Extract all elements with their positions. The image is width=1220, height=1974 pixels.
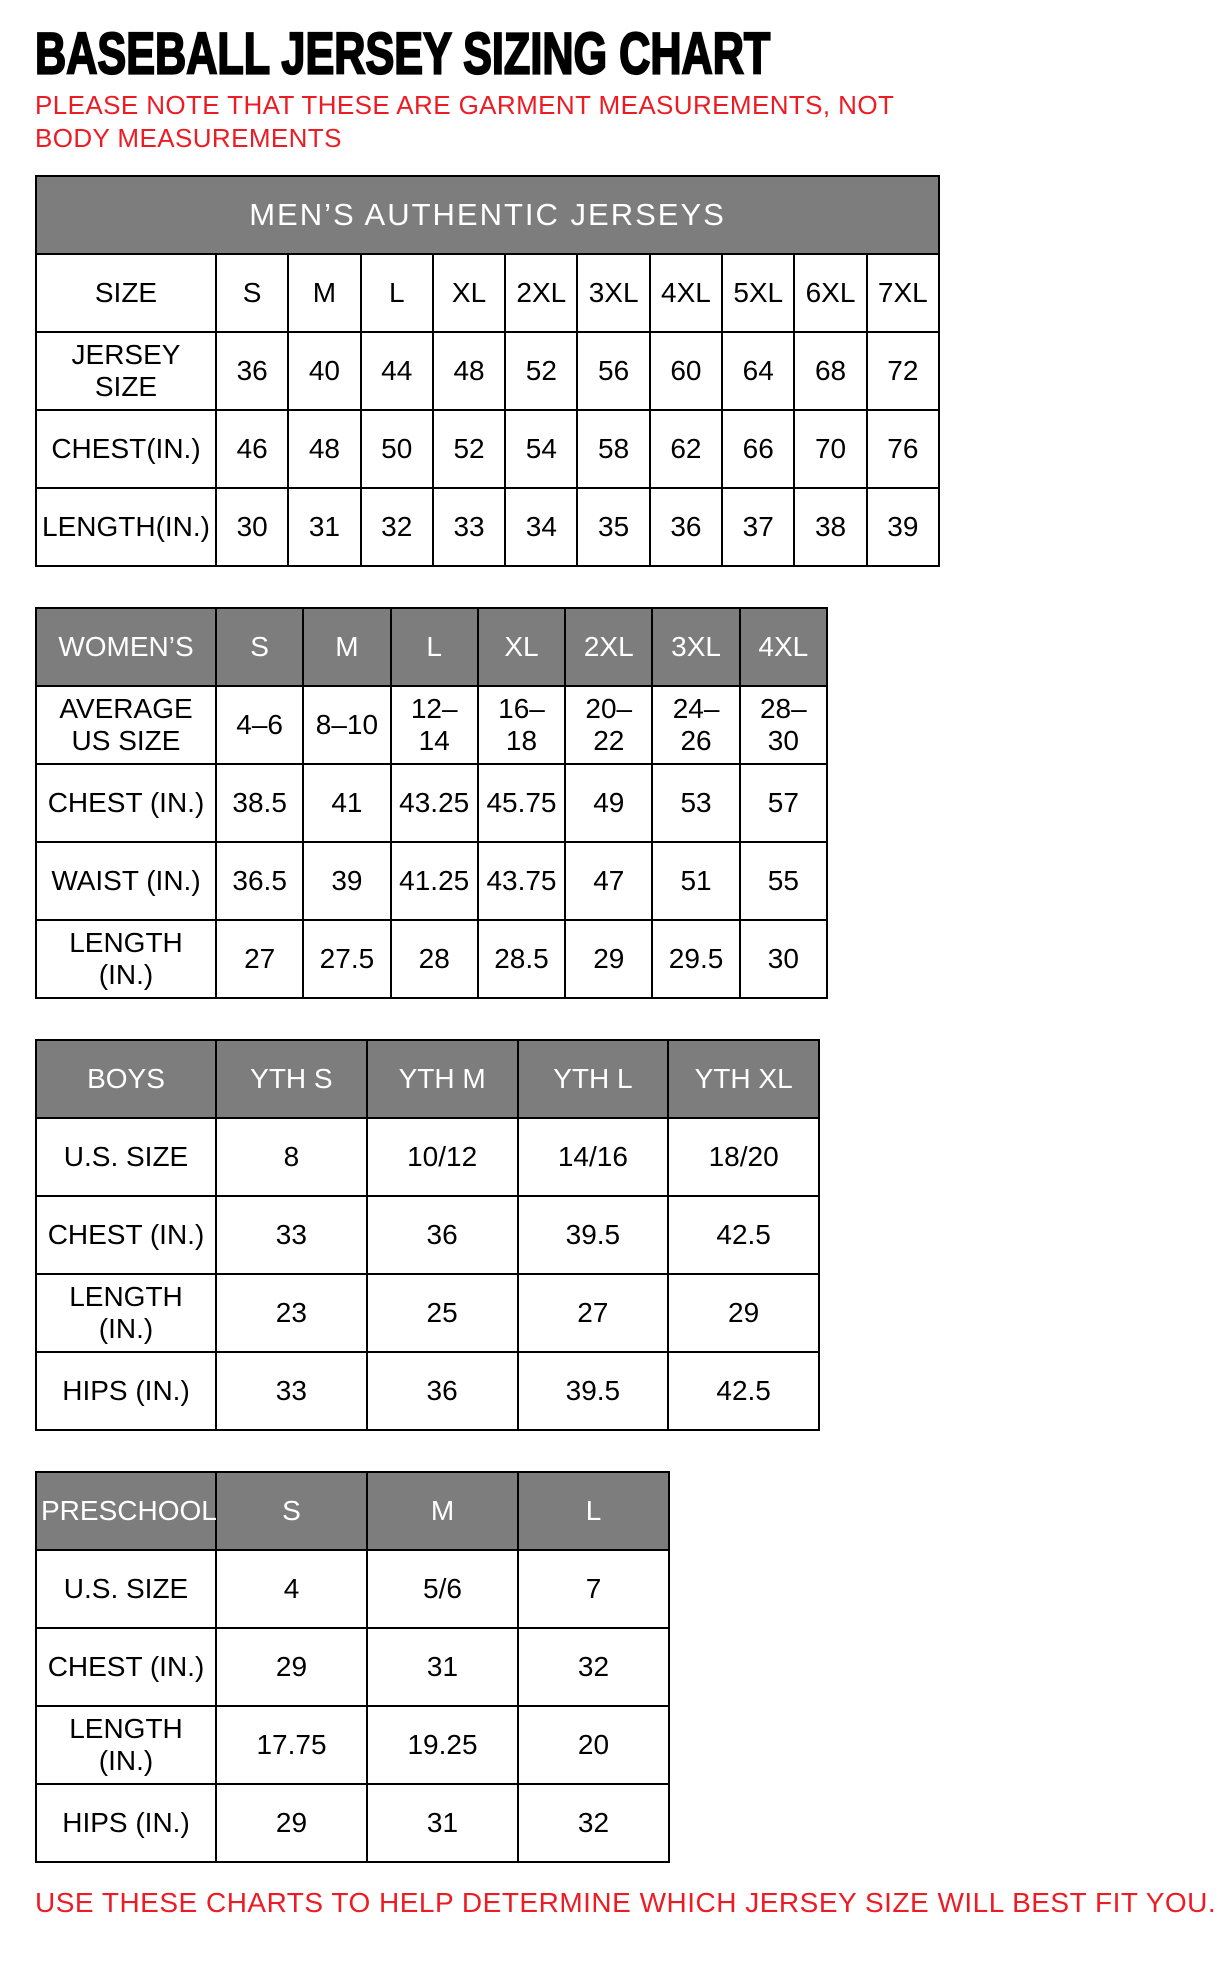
row-label: CHEST(IN.) bbox=[36, 410, 216, 488]
data-cell: 6XL bbox=[794, 254, 866, 332]
data-cell: 70 bbox=[794, 410, 866, 488]
mens-table-row bbox=[36, 332, 939, 410]
womens-header-cell: S bbox=[216, 608, 303, 686]
womens-header-label: WOMEN’S bbox=[36, 608, 216, 686]
data-cell: 64 bbox=[722, 332, 794, 410]
data-cell: 5XL bbox=[722, 254, 794, 332]
data-cell: 2XL bbox=[505, 254, 577, 332]
row-label: LENGTH(IN.) bbox=[36, 488, 216, 566]
data-cell: 39.5 bbox=[518, 1352, 669, 1430]
data-cell: 43.25 bbox=[391, 764, 478, 842]
data-cell: 8 bbox=[216, 1118, 367, 1196]
row-label: LENGTH (IN.) bbox=[36, 1274, 216, 1352]
data-cell: 43.75 bbox=[478, 842, 565, 920]
data-cell: 42.5 bbox=[668, 1352, 819, 1430]
footer-note: USE THESE CHARTS TO HELP DETERMINE WHICH JERSEY SIZE WILL BEST FIT YOU. bbox=[35, 1887, 1217, 1919]
data-cell: 33 bbox=[216, 1352, 367, 1430]
data-cell: 49 bbox=[565, 764, 652, 842]
womens-header-cell: 2XL bbox=[565, 608, 652, 686]
row-label: LENGTH (IN.) bbox=[36, 920, 216, 998]
data-cell: 38.5 bbox=[216, 764, 303, 842]
data-cell: 5/6 bbox=[367, 1550, 518, 1628]
row-label: WAIST (IN.) bbox=[36, 842, 216, 920]
data-cell: 30 bbox=[740, 920, 827, 998]
boys-header-cell: YTH L bbox=[518, 1040, 669, 1118]
data-cell: 12–14 bbox=[391, 686, 478, 764]
row-label: U.S. SIZE bbox=[36, 1118, 216, 1196]
boys-header-label: BOYS bbox=[36, 1040, 216, 1118]
data-cell: 28–30 bbox=[740, 686, 827, 764]
data-cell: 20–22 bbox=[565, 686, 652, 764]
data-cell: M bbox=[288, 254, 360, 332]
data-cell: 62 bbox=[650, 410, 722, 488]
data-cell: 36 bbox=[367, 1196, 518, 1274]
data-cell: 10/12 bbox=[367, 1118, 518, 1196]
data-cell: 14/16 bbox=[518, 1118, 669, 1196]
data-cell: 36 bbox=[650, 488, 722, 566]
data-cell: 36 bbox=[216, 332, 288, 410]
womens-header-cell: M bbox=[303, 608, 390, 686]
data-cell: 58 bbox=[577, 410, 649, 488]
data-cell: 36 bbox=[367, 1352, 518, 1430]
womens-table-row bbox=[36, 764, 827, 842]
data-cell: 27 bbox=[216, 920, 303, 998]
data-cell: 33 bbox=[433, 488, 505, 566]
data-cell: 57 bbox=[740, 764, 827, 842]
data-cell: S bbox=[216, 254, 288, 332]
page-title: BASEBALL JERSEY SIZING CHART bbox=[35, 21, 771, 87]
data-cell: 51 bbox=[652, 842, 739, 920]
mens-sizing-table bbox=[35, 175, 940, 567]
data-cell: 8–10 bbox=[303, 686, 390, 764]
data-cell: 39 bbox=[867, 488, 939, 566]
data-cell: 32 bbox=[518, 1628, 669, 1706]
womens-table-row bbox=[36, 842, 827, 920]
garment-measurements-note: PLEASE NOTE THAT THESE ARE GARMENT MEASUREMENTS, NOT BODY MEASUREMENTS bbox=[35, 89, 894, 153]
data-cell: 39.5 bbox=[518, 1196, 669, 1274]
data-cell: 76 bbox=[867, 410, 939, 488]
data-cell: 35 bbox=[577, 488, 649, 566]
row-label: AVERAGE US SIZE bbox=[36, 686, 216, 764]
data-cell: XL bbox=[433, 254, 505, 332]
data-cell: 37 bbox=[722, 488, 794, 566]
data-cell: 17.75 bbox=[216, 1706, 367, 1784]
data-cell: 31 bbox=[367, 1628, 518, 1706]
data-cell: 24–26 bbox=[652, 686, 739, 764]
mens-table-banner: MEN’S AUTHENTIC JERSEYS bbox=[36, 176, 939, 254]
boys-table-row bbox=[36, 1352, 819, 1430]
data-cell: 27.5 bbox=[303, 920, 390, 998]
data-cell: 50 bbox=[361, 410, 433, 488]
data-cell: 54 bbox=[505, 410, 577, 488]
row-label: CHEST (IN.) bbox=[36, 764, 216, 842]
row-label: SIZE bbox=[36, 254, 216, 332]
data-cell: 66 bbox=[722, 410, 794, 488]
data-cell: 7XL bbox=[867, 254, 939, 332]
data-cell: 52 bbox=[433, 410, 505, 488]
preschool-table-row bbox=[36, 1550, 669, 1628]
data-cell: 41.25 bbox=[391, 842, 478, 920]
row-label: CHEST (IN.) bbox=[36, 1628, 216, 1706]
womens-header-cell: 4XL bbox=[740, 608, 827, 686]
boys-header-cell: YTH XL bbox=[668, 1040, 819, 1118]
data-cell: 4–6 bbox=[216, 686, 303, 764]
data-cell: 25 bbox=[367, 1274, 518, 1352]
data-cell: 68 bbox=[794, 332, 866, 410]
preschool-header-label: PRESCHOOL bbox=[36, 1472, 216, 1550]
data-cell: 36.5 bbox=[216, 842, 303, 920]
data-cell: 28 bbox=[391, 920, 478, 998]
data-cell: 31 bbox=[367, 1784, 518, 1862]
preschool-header-cell: S bbox=[216, 1472, 367, 1550]
data-cell: 53 bbox=[652, 764, 739, 842]
boys-header-cell: YTH M bbox=[367, 1040, 518, 1118]
data-cell: 56 bbox=[577, 332, 649, 410]
row-label: HIPS (IN.) bbox=[36, 1784, 216, 1862]
data-cell: 19.25 bbox=[367, 1706, 518, 1784]
data-cell: 23 bbox=[216, 1274, 367, 1352]
preschool-sizing-table bbox=[35, 1471, 670, 1863]
data-cell: 38 bbox=[794, 488, 866, 566]
data-cell: 30 bbox=[216, 488, 288, 566]
data-cell: 4XL bbox=[650, 254, 722, 332]
womens-table-row bbox=[36, 686, 827, 764]
data-cell: 41 bbox=[303, 764, 390, 842]
data-cell: 20 bbox=[518, 1706, 669, 1784]
row-label: LENGTH (IN.) bbox=[36, 1706, 216, 1784]
mens-table-row bbox=[36, 410, 939, 488]
row-label: HIPS (IN.) bbox=[36, 1352, 216, 1430]
womens-header-cell: 3XL bbox=[652, 608, 739, 686]
data-cell: 39 bbox=[303, 842, 390, 920]
preschool-table-row bbox=[36, 1784, 669, 1862]
data-cell: 29.5 bbox=[652, 920, 739, 998]
row-label: U.S. SIZE bbox=[36, 1550, 216, 1628]
data-cell: 32 bbox=[361, 488, 433, 566]
boys-table-row bbox=[36, 1274, 819, 1352]
data-cell: 29 bbox=[216, 1784, 367, 1862]
data-cell: 48 bbox=[433, 332, 505, 410]
womens-sizing-table bbox=[35, 607, 828, 999]
data-cell: 40 bbox=[288, 332, 360, 410]
data-cell: 29 bbox=[668, 1274, 819, 1352]
data-cell: 47 bbox=[565, 842, 652, 920]
boys-sizing-table bbox=[35, 1039, 820, 1431]
womens-table-row bbox=[36, 920, 827, 998]
data-cell: 45.75 bbox=[478, 764, 565, 842]
mens-table-row bbox=[36, 254, 939, 332]
row-label: JERSEY SIZE bbox=[36, 332, 216, 410]
data-cell: 44 bbox=[361, 332, 433, 410]
preschool-header-cell: M bbox=[367, 1472, 518, 1550]
boys-header-cell: YTH S bbox=[216, 1040, 367, 1118]
data-cell: 72 bbox=[867, 332, 939, 410]
preschool-table-row bbox=[36, 1628, 669, 1706]
preschool-table-row bbox=[36, 1706, 669, 1784]
data-cell: 60 bbox=[650, 332, 722, 410]
data-cell: 34 bbox=[505, 488, 577, 566]
data-cell: 4 bbox=[216, 1550, 367, 1628]
data-cell: 28.5 bbox=[478, 920, 565, 998]
data-cell: 48 bbox=[288, 410, 360, 488]
data-cell: 42.5 bbox=[668, 1196, 819, 1274]
data-cell: 29 bbox=[216, 1628, 367, 1706]
row-label: CHEST (IN.) bbox=[36, 1196, 216, 1274]
data-cell: 18/20 bbox=[668, 1118, 819, 1196]
data-cell: 46 bbox=[216, 410, 288, 488]
boys-table-row bbox=[36, 1196, 819, 1274]
data-cell: 3XL bbox=[577, 254, 649, 332]
data-cell: 16–18 bbox=[478, 686, 565, 764]
mens-table-row bbox=[36, 488, 939, 566]
preschool-header-cell: L bbox=[518, 1472, 669, 1550]
sizing-tables-container bbox=[35, 175, 1220, 1863]
data-cell: 55 bbox=[740, 842, 827, 920]
womens-header-cell: L bbox=[391, 608, 478, 686]
womens-header-cell: XL bbox=[478, 608, 565, 686]
data-cell: 27 bbox=[518, 1274, 669, 1352]
data-cell: 32 bbox=[518, 1784, 669, 1862]
data-cell: 52 bbox=[505, 332, 577, 410]
data-cell: L bbox=[361, 254, 433, 332]
boys-table-row bbox=[36, 1118, 819, 1196]
data-cell: 31 bbox=[288, 488, 360, 566]
data-cell: 33 bbox=[216, 1196, 367, 1274]
data-cell: 29 bbox=[565, 920, 652, 998]
data-cell: 7 bbox=[518, 1550, 669, 1628]
